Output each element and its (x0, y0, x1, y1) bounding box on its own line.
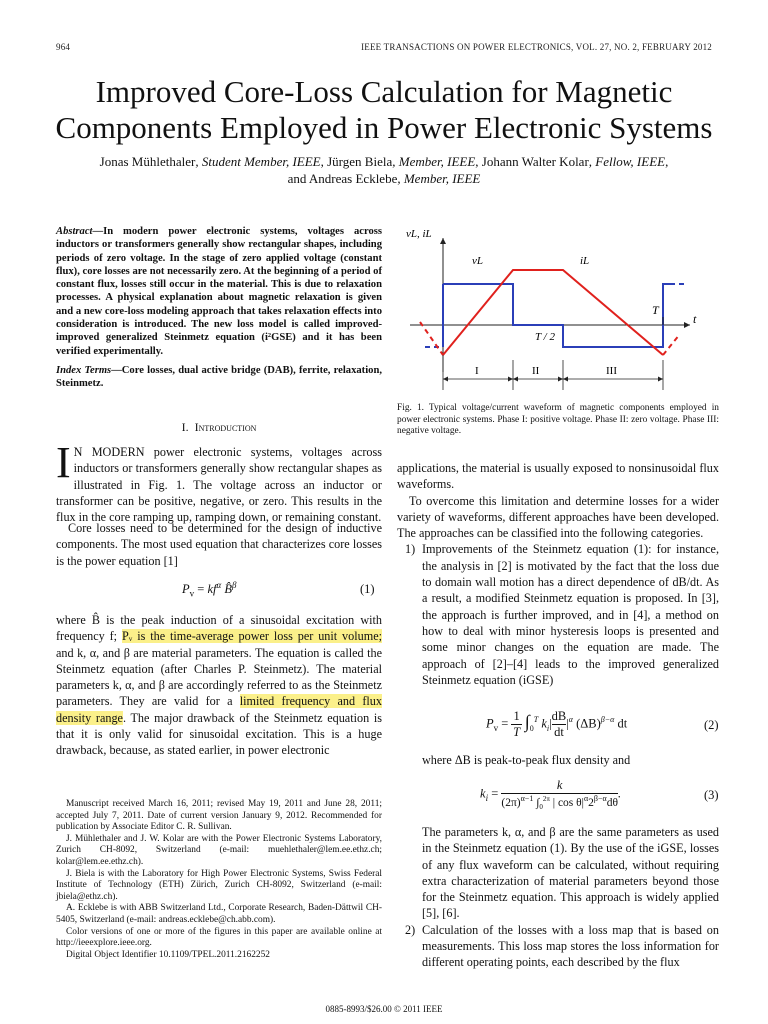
half-period-label: T / 2 (535, 331, 555, 343)
index-terms-text: —Core losses, dual active bridge (DAB), ferrite, relaxation, Steinmetz. (56, 365, 382, 390)
phase-1-label: I (475, 365, 479, 377)
right-column (397, 460, 719, 688)
equation-2-number: (2) (704, 718, 719, 732)
dropcap: I (56, 438, 71, 487)
footnote: J. Biela is with the Laboratory for High Power Electronic Systems, Swiss Federal Institute of Technology (ETH) Zürich, Zurich CH-8092, Switzerland (e-mail: jbiela@ethz.ch). (56, 868, 382, 902)
equation-1-number: (1) (360, 582, 375, 596)
intro-p3-a: where B̂ is the peak induction of a sinusoidal excitation with frequency f; (56, 613, 382, 644)
footnotes (56, 799, 382, 961)
list-item-1-number: 1) (405, 542, 416, 557)
right-column-lower (397, 824, 719, 971)
figure-1-waveform (400, 222, 720, 404)
section-title: Introduction (194, 420, 257, 434)
intro-paragraph-1 (56, 438, 382, 525)
list-item-2 (397, 922, 719, 971)
period-label: T (652, 303, 659, 317)
title-line-1: Improved Core-Loss Calculation for Magnetic (95, 74, 673, 109)
author-1-role: , Student Member, IEEE (195, 154, 321, 169)
author-1: Jonas Mühlethaler (99, 154, 196, 169)
list-item-2-text: Calculation of the losses with a loss map that is based on measurements. This loss map stores the loss information for different operating points, each described by the flux (422, 922, 719, 970)
time-axis-label: t (693, 312, 697, 326)
footnote: A. Ecklebe is with ABB Switzerland Ltd., Corporate Research, Baden-Dättwil CH-5405, Switzerland (e-mail: andreas.ecklebe@ch.abb.com). (56, 903, 382, 925)
footnote: Manuscript received March 16, 2011; revised May 19, 2011 and June 28, 2011; accepted July 7, 2011. Date of current version January 9, 2012. Recommended for publication by Associate Editor C. R. Sullivan. (56, 799, 382, 833)
intro-paragraph-2: Core losses need to be determined for the design of inductive components. The most used equation that characterizes core losses is the power equation [1] (56, 521, 382, 568)
author-4: and Andreas Ecklebe (287, 171, 398, 186)
title-line-2: Components Employed in Power Electronic Systems (55, 110, 713, 145)
author-2-role: , Member, IEEE (392, 154, 476, 169)
current-label: iL (580, 255, 590, 267)
footnote: Color versions of one or more of the figures in this paper are available online at http://ieeexplore.ieee.org. (56, 926, 382, 949)
section-number: I. (181, 420, 189, 434)
equation-3: $k_i$ = k $(2\pi)^{\alpha-1}$ $\int_0^{2\pi}$ | $\cos \theta|^\alpha 2^{\beta-\alpha}d\theta$ . (480, 778, 622, 812)
intro-p3-c: . The major drawback of the Steinmetz equation is that it is only valid for sinusoidal excitation. This is a huge drawback, because, as stated earlier, in power electronic (56, 710, 382, 758)
current-dashed-left (420, 322, 443, 355)
abstract (56, 225, 382, 358)
right-paragraph-2: To overcome this limitation and determine losses for a wider variety of waveforms, different approaches have been developed. The approaches can be classified into the following categories. (397, 493, 719, 541)
equation-1: $P_v = kf^\alpha$ B̂$^\beta$ (182, 580, 237, 599)
author-4-role: , Member, IEEE (397, 171, 481, 186)
voltage-label: vL (472, 255, 483, 267)
right-paragraph-3: where ΔB is peak-to-peak flux density and (422, 753, 631, 767)
journal-header: IEEE TRANSACTIONS ON POWER ELECTRONICS, VOL. 27, NO. 2, FEBRUARY 2012 (361, 42, 712, 52)
section-heading (56, 420, 382, 435)
equation-2: $P_v$ = $\frac{1}{T}$ $\int_0^T$ $k_i|$ $\frac{dB}{dt}$ $|^\alpha$ $(\Delta B)^{\beta-\alpha}$ dt (486, 709, 628, 739)
equation-3-number: (3) (704, 788, 719, 802)
author-3-role: , Fellow, IEEE (588, 154, 666, 169)
list-item-1-text: Improvements of the Steinmetz equation (1): for instance, the analysis in [2] is motivated by the fact that the loss due to domain wall motion has a direct dependence of dB/dt. As a result, a modified Steinmetz equation is proposed. In [3], the approach is further improved, and in [4], a method on how to deal with minor hysteresis loops is presented and some minor changes on the equation are made. The approach of [2]–[4] leads to the improved generalized Steinmetz equation (iGSE) (422, 542, 719, 687)
right-paragraph-4: The parameters k, α, and β are the same parameters as used in the Steinmetz equation (1). By the use of the iGSE, losses of any flux waveform can be calculated, without requiring extra characterization of material parameters beyond those for the Steinmetz equation. This approach is widely applied [5], [6]. (422, 825, 719, 921)
right-paragraph-1: applications, the material is usually exposed to nonsinusoidal flux waveforms. (397, 461, 719, 492)
current-dashed-right (663, 334, 680, 355)
list-item-2-number: 2) (405, 922, 416, 937)
paper-title (40, 74, 728, 146)
abstract-text: —In modern power electronic systems, voltages across inductors or transformers generally show rectangular shapes, including periods of zero voltage. In the stage of zero applied voltage (constant flux), core losses are not necessarily zero. At the beginning of a period of constant flux, losses still occur in the material. This is due to relaxation processes. A physical explanation about magnetic relaxation is given and a new core-loss modeling approach that takes relaxation effects into consideration is introduced. The new loss model is called improved-improved generalized Steinmetz equation (i²GSE) and it has been verified experimentally. (56, 226, 382, 357)
author-2: , Jürgen Biela (320, 154, 393, 169)
phase-2-label: II (532, 365, 540, 377)
abstract-label: Abstract (56, 226, 93, 237)
intro-p3-b: and k, α, and β are material parameters. The equation is called the Steinmetz equation (after Charles P. Steinmetz). The material parameters k, α, and β are accordingly referred to as the Steinmetz parameters. They are valid for a (56, 645, 382, 709)
index-terms-label: Index Terms (56, 365, 112, 376)
figure-1-caption: Fig. 1. Typical voltage/current waveform of magnetic components employed in power electronic systems. Phase I: positive voltage. Phase II: zero voltage. Phase III: negative voltage. (397, 403, 719, 437)
list-item-1 (397, 541, 719, 688)
voltage-waveform (443, 284, 670, 347)
author-3: , Johann Walter Kolar (475, 154, 589, 169)
page-number: 964 (56, 42, 71, 52)
footnote: J. Mühlethaler and J. W. Kolar are with the Power Electronic Systems Laboratory, Zurich CH-8092, Switzerland (e-mail: muehlethaler@lem.ee.ethz.ch; kolar@lem.ee.ethz.ch). (56, 833, 382, 867)
index-terms (56, 364, 382, 391)
intro-paragraph-3 (56, 612, 382, 759)
highlight-limited-range: limited frequency and flux density range (56, 694, 382, 725)
intro-p1-text: N MODERN power electronic systems, voltages across inductors or transformers generally show rectangular shapes as illustrated in Fig. 1. The voltage across an inductor or transformer can be positive, negative, or zero. This results in the flux in the core ramping up, ramping down, or remaining constant. (56, 445, 382, 525)
highlight-power-loss: Pᵥ is the time-average power loss per unit volume; (121, 629, 382, 644)
phase-3-label: III (606, 365, 617, 377)
copyright-footer: 0885-8993/$26.00 © 2011 IEEE (325, 1004, 443, 1014)
y-axis-label: vL, iL (406, 228, 432, 240)
footnote: Digital Object Identifier 10.1109/TPEL.2011.2162252 (66, 949, 270, 960)
author-list: Jonas Mühlethaler, Student Member, IEEE, Jürgen Biela, Member, IEEE, Johann Walter Kolar, Fellow, IEEE, and Andreas Ecklebe, Member, IEEE (99, 154, 669, 186)
